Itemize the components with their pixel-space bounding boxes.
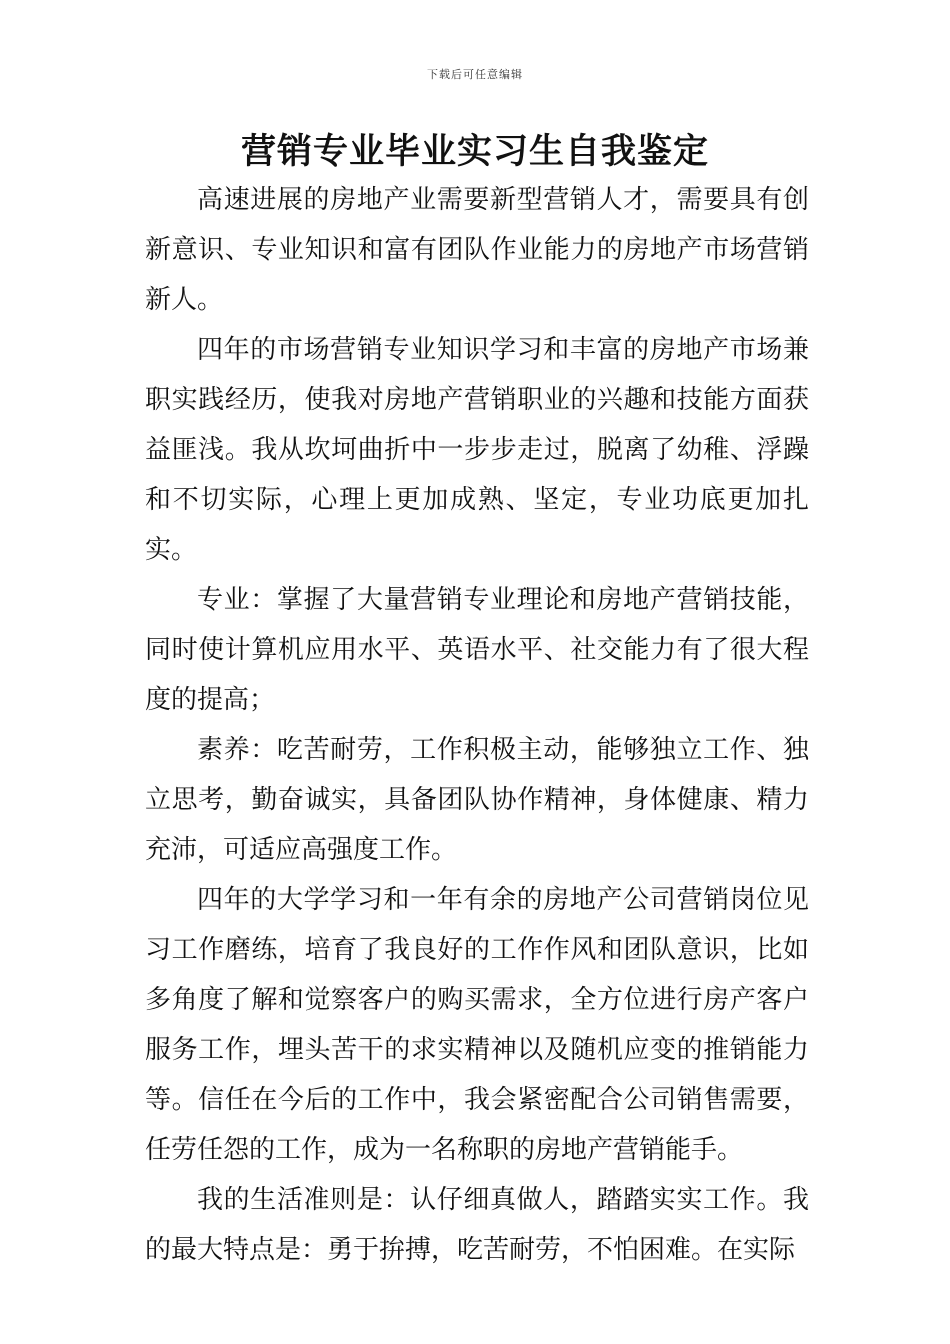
- paragraph-experience: 四年的市场营销专业知识学习和丰富的房地产市场兼职实践经历，使我对房地产营销职业的兴趣和技能方面获益匪浅。我从坎坷曲折中一步步走过，脱离了幼稚、浮躁和不切实际，心理上更加成熟、坚定，专业功底更加扎实。: [145, 335, 809, 565]
- paragraph-principles: 我的生活准则是：认仔细真做人，踏踏实实工作。我的最大特点是：勇于拚搏，吃苦耐劳，不怕困难。在实际: [145, 1185, 809, 1265]
- document-title: 营销专业毕业实习生自我鉴定: [240, 132, 709, 172]
- paragraph-professional: 专业：掌握了大量营销专业理论和房地产营销技能，同时使计算机应用水平、英语水平、社交能力有了很大程度的提高；: [145, 585, 809, 715]
- document-body: [145, 175, 809, 1275]
- paragraph-intro: 高速进展的房地产业需要新型营销人才，需要具有创新意识、专业知识和富有团队作业能力的房地产市场营销新人。: [145, 185, 809, 315]
- header-note: 下载后可任意编辑: [427, 68, 523, 81]
- paragraph-quality: 素养：吃苦耐劳，工作积极主动，能够独立工作、独立思考，勤奋诚实，具备团队协作精神，身体健康、精力充沛，可适应高强度工作。: [145, 735, 809, 865]
- paragraph-internship: 四年的大学学习和一年有余的房地产公司营销岗位见习工作磨练，培育了我良好的工作作风和团队意识，比如多角度了解和觉察客户的购买需求，全方位进行房产客户服务工作，埋头苦干的求实精神以及随机应变的推销能力等。信任在今后的工作中，我会紧密配合公司销售需要，任劳任怨的工作，成为一名称职的房地产营销能手。: [145, 885, 809, 1165]
